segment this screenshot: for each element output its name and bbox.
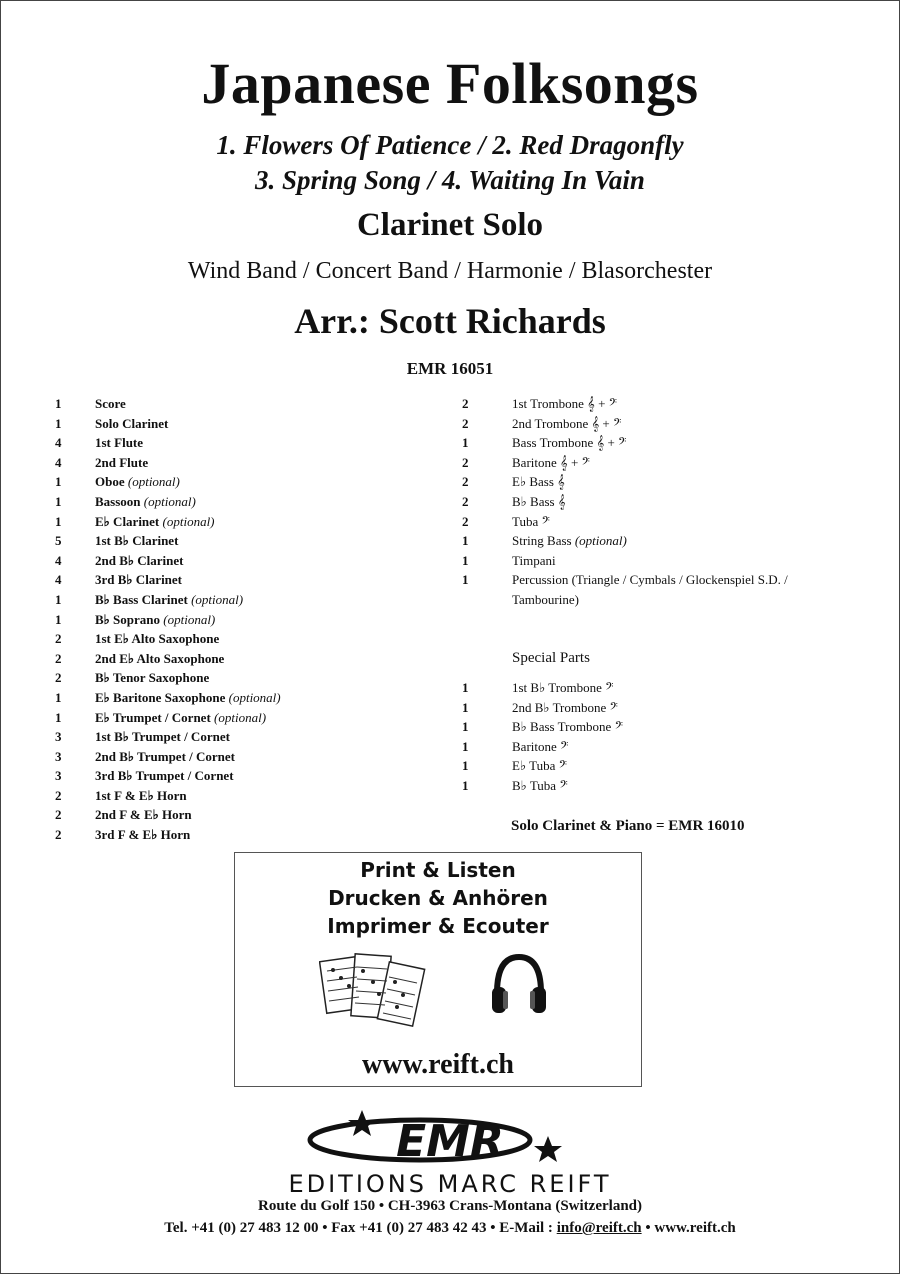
optional-note: (optional) [162, 513, 215, 529]
publisher-contact [0, 1220, 900, 1237]
optional-note: (optional) [143, 493, 196, 509]
part-quantity: 1 [55, 396, 62, 411]
part-label: E♭ Trumpet / Cornet [95, 709, 211, 725]
arranger: Arr.: Scott Richards [294, 301, 606, 341]
special-parts-title: Special Parts [512, 650, 590, 666]
part-quantity: 4 [55, 552, 62, 568]
sheet-music-icon [319, 951, 429, 1043]
part-name [95, 788, 187, 804]
part-name [95, 670, 209, 686]
part-name [95, 474, 180, 490]
part-label: 2nd B♭ Trumpet / Cornet [95, 748, 235, 764]
optional-note: (optional) [214, 709, 267, 725]
part-name [95, 631, 219, 647]
part-label: Bass Trombone 𝄞 + 𝄢 [512, 435, 627, 451]
part-quantity: 5 [55, 533, 62, 549]
part-quantity: 1 [55, 709, 62, 725]
part-name [512, 758, 567, 774]
part-label: Tambourine) [512, 591, 579, 607]
subtitle-line-1: 1. Flowers Of Patience / 2. Red Dragonfly [216, 130, 684, 160]
email-link[interactable]: info@reift.ch [556, 1220, 642, 1236]
part-quantity: 1 [462, 435, 469, 451]
optional-note: (optional) [191, 591, 244, 607]
emr-logo [300, 1104, 600, 1170]
part-label: 2nd Trombone 𝄞 + 𝄢 [512, 415, 622, 431]
part-name [512, 474, 565, 490]
publisher-name: EDITIONS MARC REIFT [288, 1170, 612, 1198]
part-quantity: 2 [55, 807, 62, 823]
part-name [95, 710, 266, 726]
part-quantity: 3 [55, 729, 62, 745]
part-label: Solo Clarinet [95, 415, 169, 431]
part-quantity: 4 [55, 572, 62, 588]
part-name [512, 719, 623, 735]
print-listen-box [234, 852, 642, 1087]
promo-line-1: Print & Listen [360, 858, 516, 882]
part-name [95, 396, 126, 412]
publisher-address: Route du Golf 150 • CH-3963 Crans-Montana (Switzerland) [258, 1198, 642, 1214]
part-name [512, 700, 618, 716]
promo-line-2: Drucken & Anhören [328, 886, 548, 910]
part-quantity: 1 [55, 591, 62, 607]
part-label: 2nd E♭ Alto Saxophone [95, 650, 225, 666]
part-name [95, 749, 235, 765]
part-quantity: 4 [55, 435, 62, 451]
website-link[interactable]: www.reift.ch [362, 1049, 514, 1080]
optional-note: (optional) [127, 474, 180, 490]
part-quantity: 2 [55, 631, 62, 647]
part-label: Timpani [512, 552, 556, 568]
part-quantity: 2 [55, 650, 62, 666]
headphones-icon [489, 951, 549, 1021]
part-quantity: 3 [55, 748, 62, 764]
promo-line-3: Imprimer & Ecouter [327, 914, 549, 938]
optional-note: (optional) [163, 611, 216, 627]
optional-note: (optional) [228, 689, 281, 705]
solo-instrument: Clarinet Solo [356, 207, 544, 243]
part-quantity: 2 [462, 454, 469, 470]
part-name [95, 553, 183, 569]
part-name [512, 455, 590, 471]
part-quantity: 2 [462, 396, 469, 411]
part-name [95, 435, 143, 451]
part-quantity: 1 [462, 738, 469, 754]
part-name [95, 533, 178, 549]
part-label: 1st Flute [95, 435, 144, 451]
part-quantity: 2 [462, 513, 469, 529]
part-name [512, 739, 568, 755]
part-label: String Bass [512, 533, 572, 549]
part-quantity: 1 [462, 699, 469, 715]
part-quantity: 1 [55, 415, 62, 431]
part-name [512, 435, 626, 451]
ensemble-line: Wind Band / Concert Band / Harmonie / Blasorchester [187, 258, 713, 284]
part-quantity: 1 [462, 552, 469, 568]
part-quantity: 2 [462, 493, 469, 509]
part-label: B♭ Bass 𝄞 [512, 493, 566, 509]
part-label: Baritone 𝄞 + 𝄢 [512, 454, 590, 470]
part-quantity: 1 [55, 474, 62, 490]
part-quantity: 1 [462, 572, 469, 588]
part-name [95, 416, 168, 432]
part-quantity: 1 [55, 513, 62, 529]
part-label: 1st F & E♭ Horn [95, 787, 187, 803]
part-name [512, 778, 568, 794]
part-name [95, 729, 230, 745]
part-name [512, 553, 556, 569]
optional-note: (optional) [574, 533, 627, 549]
part-quantity: 2 [462, 415, 469, 431]
part-name [95, 651, 224, 667]
part-name [512, 514, 550, 530]
part-name [512, 533, 627, 549]
part-quantity: 1 [462, 719, 469, 735]
part-quantity: 1 [55, 611, 62, 627]
part-quantity: 1 [55, 689, 62, 705]
part-name [95, 690, 281, 706]
part-name [95, 514, 215, 530]
part-label: 2nd B♭ Clarinet [95, 552, 184, 568]
part-quantity: 4 [55, 454, 62, 470]
part-name [95, 768, 234, 784]
part-quantity: 2 [55, 787, 62, 803]
part-quantity: 2 [462, 474, 469, 490]
part-name [512, 494, 566, 510]
part-label: 1st B♭ Trumpet / Cornet [95, 729, 230, 745]
part-name [512, 592, 579, 608]
part-label: B♭ Bass Clarinet [95, 591, 188, 607]
part-label: Percussion (Triangle / Cymbals / Glockenspiel S.D. / [512, 572, 788, 588]
part-name [95, 455, 148, 471]
part-quantity: 1 [462, 680, 469, 695]
part-quantity: 1 [462, 533, 469, 549]
part-label: 2nd F & E♭ Horn [95, 807, 192, 823]
part-quantity: 1 [462, 758, 469, 774]
part-label: Baritone 𝄢 [512, 738, 569, 754]
piano-edition-note: Solo Clarinet & Piano = EMR 16010 [511, 818, 745, 834]
part-quantity: 3 [55, 768, 62, 784]
logo-text: EMR [396, 1116, 504, 1167]
part-label: 1st E♭ Alto Saxophone [95, 631, 220, 647]
part-label: 3rd F & E♭ Horn [95, 827, 191, 843]
part-name [95, 572, 182, 588]
part-name [512, 680, 614, 696]
subtitle-line-2: 3. Spring Song / 4. Waiting In Vain [255, 165, 645, 195]
page-title: Japanese Folksongs [201, 51, 699, 116]
part-label: B♭ Soprano [95, 611, 161, 627]
part-name [512, 416, 621, 432]
part-name [512, 572, 788, 588]
part-label: B♭ Tuba 𝄢 [512, 777, 568, 793]
part-name [95, 827, 190, 843]
part-label: 2nd Flute [95, 454, 149, 470]
part-label: E♭ Tuba 𝄢 [512, 758, 567, 774]
contact-website[interactable]: • www.reift.ch [641, 1220, 736, 1236]
part-label: Bassoon [95, 493, 141, 509]
part-label: B♭ Tenor Saxophone [95, 670, 210, 686]
part-label: Score [95, 396, 126, 411]
part-name [95, 494, 196, 510]
part-quantity: 1 [55, 493, 62, 509]
part-label: 3rd B♭ Trumpet / Cornet [95, 768, 234, 784]
part-label: 2nd B♭ Trombone 𝄢 [512, 699, 618, 715]
part-name [95, 807, 192, 823]
part-label: E♭ Baritone Saxophone [95, 689, 226, 705]
part-label: 1st B♭ Trombone 𝄢 [512, 680, 614, 695]
part-quantity: 2 [55, 827, 62, 843]
part-label: E♭ Bass 𝄞 [512, 474, 565, 490]
part-name [95, 612, 215, 628]
part-label: E♭ Clarinet [95, 513, 160, 529]
part-label: 3rd B♭ Clarinet [95, 572, 183, 588]
contact-phone-fax: Tel. +41 (0) 27 483 12 00 • Fax +41 (0) 27 483 42 43 • E-Mail : [164, 1220, 557, 1236]
part-label: 1st B♭ Clarinet [95, 533, 179, 549]
part-name [95, 592, 243, 608]
part-label: Oboe [95, 474, 125, 490]
part-quantity: 1 [462, 777, 469, 793]
part-label: Tuba 𝄢 [512, 513, 550, 529]
catalog-number: EMR 16051 [406, 359, 494, 378]
part-label: 1st Trombone 𝄞 + 𝄢 [512, 396, 618, 411]
part-label: B♭ Bass Trombone 𝄢 [512, 719, 623, 735]
part-quantity: 2 [55, 670, 62, 686]
part-name [512, 396, 617, 412]
